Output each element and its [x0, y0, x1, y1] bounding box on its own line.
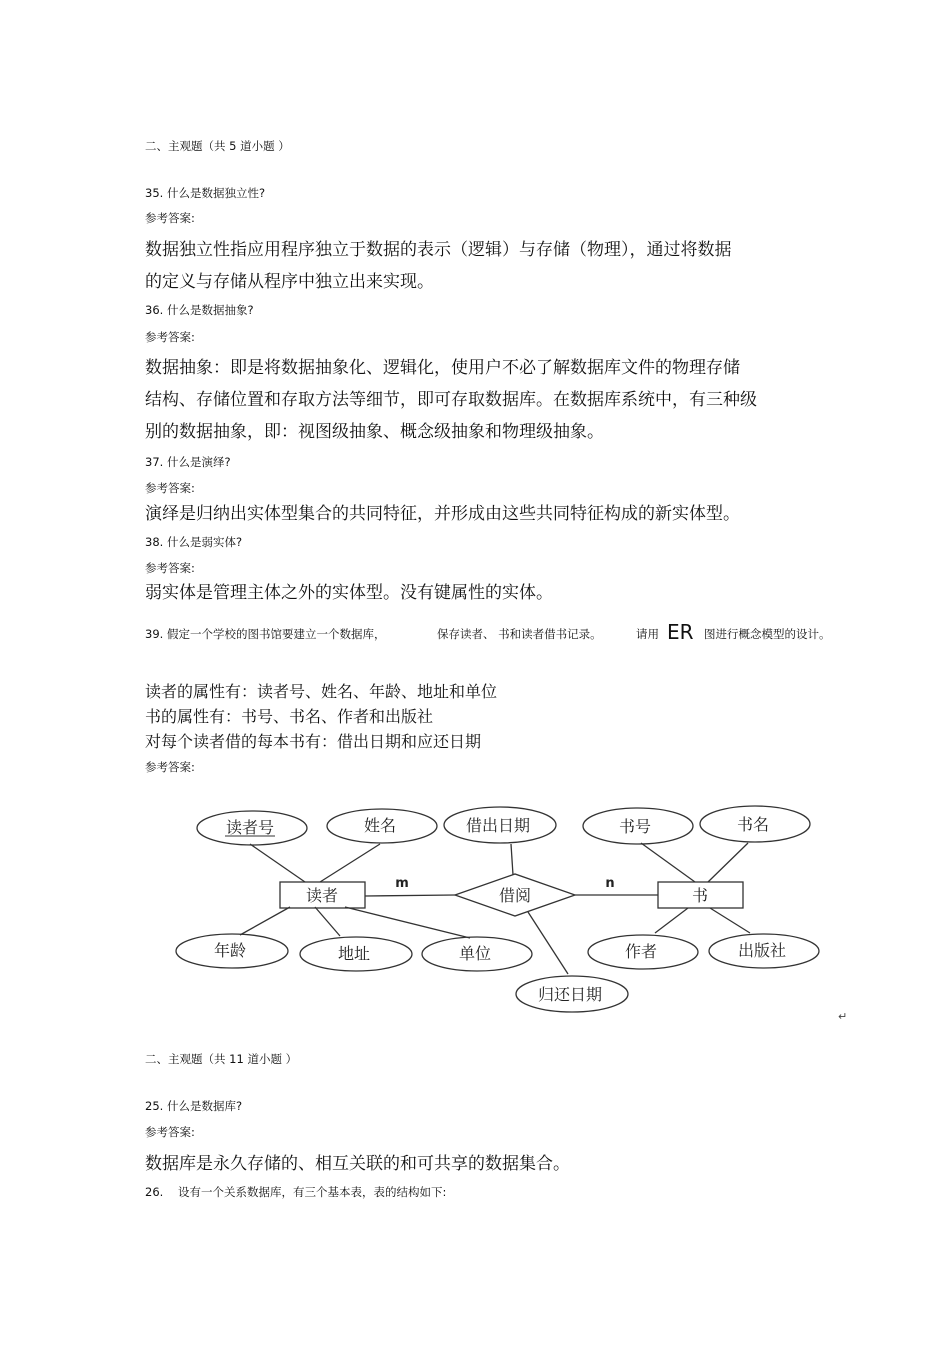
connector-line [320, 844, 380, 882]
question-38: 38. 什么是弱实体? [145, 535, 243, 549]
connector-line [655, 908, 688, 933]
cardinality-m: m [395, 876, 409, 891]
question-39-part-c: 请用 [636, 627, 659, 641]
connector-line [345, 907, 470, 938]
connector-line [641, 843, 695, 882]
question-35: 35. 什么是数据独立性? [145, 186, 266, 200]
er-diagram [170, 798, 830, 1020]
question-39-er: ER [667, 620, 694, 644]
connector-line [250, 844, 305, 882]
attr-borrow-date: 借出日期 [465, 816, 531, 835]
connector-line [708, 843, 748, 882]
section-title: 二、主观题（共 5 道小题 ） [145, 139, 290, 153]
section-title: 二、主观题（共 11 道小题 ） [145, 1052, 298, 1066]
connector-line [710, 908, 750, 933]
reference-answer-label: 参考答案: [145, 760, 195, 774]
question-39-part-b: 保存读者、 书和读者借书记录。 [437, 627, 602, 641]
attr-address: 地址 [337, 944, 371, 963]
q39-line-2: 书的属性有：书号、书名、作者和出版社 [145, 707, 434, 726]
entity-reader: 读者 [305, 886, 339, 905]
connector-line [511, 844, 513, 875]
question-39-part-d: 图进行概念模型的设计。 [704, 627, 831, 641]
attr-reader-no: 读者号 [225, 818, 275, 837]
connector-line [315, 907, 340, 936]
answer-36-line-2: 结构、存储位置和存取方法等细节，即可存取数据库。在数据库系统中，有三种级 [145, 390, 757, 410]
connector-line [528, 912, 568, 974]
attr-author: 作者 [624, 942, 658, 961]
attr-book-name: 书名 [736, 815, 770, 834]
q39-line-1: 读者的属性有：读者号、姓名、年龄、地址和单位 [145, 682, 498, 701]
connector-line [240, 907, 290, 935]
attr-return-date: 归还日期 [537, 985, 603, 1004]
question-36: 36. 什么是数据抽象? [145, 303, 254, 317]
connector-line [365, 895, 455, 896]
cardinality-n: n [605, 876, 615, 891]
reference-answer-label: 参考答案: [145, 561, 195, 575]
answer-36-line-1: 数据抽象：即是将数据抽象化、逻辑化，使用户不必了解数据库文件的物理存储 [145, 358, 740, 378]
reference-answer-label: 参考答案: [145, 211, 195, 225]
reference-answer-label: 参考答案: [145, 330, 195, 344]
relationship-borrow: 借阅 [498, 886, 532, 905]
attr-book-no: 书号 [618, 817, 652, 836]
question-26-number: 26. [145, 1185, 164, 1199]
reference-answer-label: 参考答案: [145, 481, 195, 495]
question-39-part-a: 39. 假定一个学校的图书馆要建立一个数据库， [145, 627, 386, 641]
answer-25-line-1: 数据库是永久存储的、相互关联的和可共享的数据集合。 [145, 1154, 570, 1174]
question-25: 25. 什么是数据库? [145, 1099, 243, 1113]
answer-37-line-1: 演绎是归纳出实体型集合的共同特征，并形成由这些共同特征构成的新实体型。 [145, 504, 740, 524]
reference-answer-label: 参考答案: [145, 1125, 195, 1139]
question-26: 设有一个关系数据库，有三个基本表，表的结构如下: [178, 1185, 447, 1199]
q39-line-3: 对每个读者借的每本书有：借出日期和应还日期 [145, 732, 482, 751]
answer-35-line-2: 的定义与存储从程序中独立出来实现。 [145, 272, 434, 292]
answer-35-line-1: 数据独立性指应用程序独立于数据的表示（逻辑）与存储（物理），通过将数据 [145, 240, 732, 260]
attr-publisher: 出版社 [737, 941, 787, 960]
attr-unit: 单位 [458, 944, 492, 963]
attr-age: 年龄 [213, 941, 247, 960]
entity-book: 书 [691, 886, 709, 905]
attr-name: 姓名 [363, 816, 397, 835]
question-37: 37. 什么是演绎? [145, 455, 231, 469]
answer-36-line-3: 别的数据抽象，即：视图级抽象、概念级抽象和物理级抽象。 [145, 422, 604, 442]
answer-38-line-1: 弱实体是管理主体之外的实体型。没有键属性的实体。 [145, 583, 553, 603]
paragraph-mark-icon: ↵ [838, 1010, 848, 1023]
